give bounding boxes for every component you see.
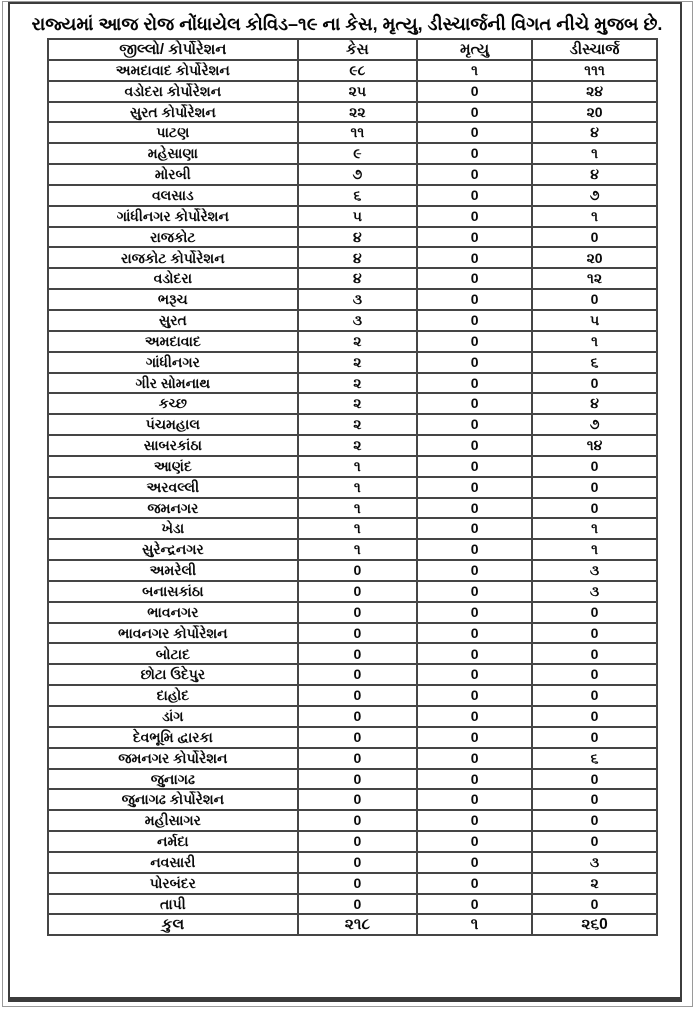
deaths-cell: 0 — [417, 247, 532, 268]
district-cell: સુરેન્દ્રનગર — [48, 539, 298, 560]
discharged-cell: ૩ — [532, 581, 657, 602]
discharged-cell: 0 — [532, 685, 657, 706]
cases-cell: 0 — [298, 560, 417, 581]
table-row — [48, 727, 657, 748]
table-row — [48, 685, 657, 706]
table-row — [48, 894, 657, 915]
district-cell: ભરૂચ — [48, 289, 298, 310]
discharged-cell: 0 — [532, 643, 657, 664]
district-cell: સાબરકાંઠા — [48, 435, 298, 456]
district-cell: જુનાગઢ કોર્પોરેશન — [48, 789, 298, 810]
deaths-cell: 0 — [417, 623, 532, 644]
cases-cell: ૨ — [298, 331, 417, 352]
discharged-cell: ૬ — [532, 748, 657, 769]
table-row — [48, 164, 657, 185]
cases-cell: ૨૫ — [298, 81, 417, 102]
discharged-cell: 0 — [532, 769, 657, 790]
table-row — [48, 435, 657, 456]
cases-cell: ૭ — [298, 164, 417, 185]
district-cell: આણંદ — [48, 456, 298, 477]
district-cell: રાજકોટ — [48, 227, 298, 248]
table-row — [48, 268, 657, 289]
deaths-cell: 0 — [417, 873, 532, 894]
district-cell: છોટા ઉદેપુર — [48, 664, 298, 685]
deaths-cell: 0 — [417, 894, 532, 915]
cases-cell: ૯ — [298, 143, 417, 164]
cases-cell: 0 — [298, 581, 417, 602]
discharged-cell: 0 — [532, 831, 657, 852]
cases-cell: ૪ — [298, 227, 417, 248]
discharged-cell: ૧ — [532, 206, 657, 227]
cases-cell: ૨૨ — [298, 102, 417, 123]
deaths-cell: 0 — [417, 102, 532, 123]
discharged-cell: 0 — [532, 602, 657, 623]
deaths-cell: 0 — [417, 414, 532, 435]
deaths-cell: 0 — [417, 331, 532, 352]
cases-cell: 0 — [298, 831, 417, 852]
discharged-cell: ૨0 — [532, 247, 657, 268]
deaths-cell: 0 — [417, 727, 532, 748]
header-district: જીલ્લો/ કોર્પોરેશન — [48, 39, 298, 60]
cases-cell: 0 — [298, 727, 417, 748]
deaths-cell: 0 — [417, 227, 532, 248]
cases-cell: ૬ — [298, 185, 417, 206]
deaths-cell: 0 — [417, 164, 532, 185]
district-cell: ગીર સોમનાથ — [48, 373, 298, 394]
discharged-cell: ૧ — [532, 539, 657, 560]
discharged-cell: 0 — [532, 498, 657, 519]
discharged-cell: 0 — [532, 623, 657, 644]
header-discharged: ડીસ્ચાર્જ — [532, 39, 657, 60]
deaths-cell: 0 — [417, 643, 532, 664]
district-cell: વડોદરા કોર્પોરેશન — [48, 81, 298, 102]
table-row — [48, 581, 657, 602]
table-row — [48, 810, 657, 831]
table-row — [48, 852, 657, 873]
cases-cell: ૨ — [298, 435, 417, 456]
deaths-cell: 0 — [417, 602, 532, 623]
cases-cell: 0 — [298, 706, 417, 727]
cases-cell: ૧ — [298, 498, 417, 519]
table-row — [48, 477, 657, 498]
district-cell: દેવભૂમિ દ્વારકા — [48, 727, 298, 748]
table-row — [48, 102, 657, 123]
table-row — [48, 81, 657, 102]
discharged-cell: 0 — [532, 477, 657, 498]
cases-cell: ૯૮ — [298, 60, 417, 81]
covid-table-container — [47, 38, 658, 936]
cases-cell: ૩ — [298, 289, 417, 310]
deaths-cell: 0 — [417, 185, 532, 206]
deaths-cell: 0 — [417, 352, 532, 373]
district-cell: ભાવનગર કોર્પોરેશન — [48, 623, 298, 644]
district-cell: ગાંધીનગર — [48, 352, 298, 373]
district-cell: રાજકોટ કોર્પોરેશન — [48, 247, 298, 268]
cases-cell: ૧ — [298, 477, 417, 498]
deaths-cell: 0 — [417, 810, 532, 831]
cases-cell: 0 — [298, 894, 417, 915]
table-row — [48, 122, 657, 143]
deaths-cell: 0 — [417, 581, 532, 602]
discharged-cell: ૧ — [532, 518, 657, 539]
deaths-cell: 0 — [417, 456, 532, 477]
deaths-cell: 0 — [417, 518, 532, 539]
discharged-cell: ૧૨ — [532, 268, 657, 289]
discharged-cell: 0 — [532, 894, 657, 915]
cases-cell: 0 — [298, 664, 417, 685]
table-row — [48, 310, 657, 331]
discharged-cell: ૧ — [532, 143, 657, 164]
district-cell: નર્મદા — [48, 831, 298, 852]
discharged-cell: 0 — [532, 810, 657, 831]
table-row — [48, 602, 657, 623]
cases-cell: ૧૧ — [298, 122, 417, 143]
district-cell: જુનાગઢ — [48, 769, 298, 790]
discharged-cell: ૧૪ — [532, 435, 657, 456]
discharged-cell: 0 — [532, 727, 657, 748]
deaths-cell: 0 — [417, 769, 532, 790]
district-cell: કુલ — [48, 914, 298, 935]
deaths-cell: 0 — [417, 435, 532, 456]
discharged-cell: 0 — [532, 706, 657, 727]
district-cell: ભાવનગર — [48, 602, 298, 623]
deaths-cell: 0 — [417, 789, 532, 810]
deaths-cell: 0 — [417, 498, 532, 519]
cases-cell: ૪ — [298, 247, 417, 268]
discharged-cell: ૪ — [532, 164, 657, 185]
cases-cell: ૧ — [298, 456, 417, 477]
table-row — [48, 769, 657, 790]
cases-cell: 0 — [298, 643, 417, 664]
district-cell: બનાસકાંઠા — [48, 581, 298, 602]
district-cell: સુરત કોર્પોરેશન — [48, 102, 298, 123]
deaths-cell: 0 — [417, 831, 532, 852]
table-row — [48, 206, 657, 227]
discharged-cell: ૪ — [532, 393, 657, 414]
district-cell: ડાંગ — [48, 706, 298, 727]
cases-cell: ૧ — [298, 518, 417, 539]
district-cell: વડોદરા — [48, 268, 298, 289]
table-row — [48, 623, 657, 644]
table-row — [48, 560, 657, 581]
district-cell: અમદાવાદ કોર્પોરેશન — [48, 60, 298, 81]
deaths-cell: 0 — [417, 748, 532, 769]
deaths-cell: 0 — [417, 206, 532, 227]
district-cell: પંચમહાલ — [48, 414, 298, 435]
discharged-cell: ૪ — [532, 122, 657, 143]
discharged-cell: 0 — [532, 289, 657, 310]
district-cell: અમરેલી — [48, 560, 298, 581]
district-cell: જમનગર — [48, 498, 298, 519]
discharged-cell: ૭ — [532, 185, 657, 206]
table-row — [48, 873, 657, 894]
table-row — [48, 60, 657, 81]
table-row — [48, 664, 657, 685]
table-row — [48, 539, 657, 560]
discharged-cell: ૧ — [532, 331, 657, 352]
cases-cell: 0 — [298, 810, 417, 831]
deaths-cell: 0 — [417, 143, 532, 164]
cases-cell: ૩ — [298, 310, 417, 331]
district-cell: અરવલ્લી — [48, 477, 298, 498]
cases-cell: 0 — [298, 769, 417, 790]
deaths-cell: 0 — [417, 539, 532, 560]
discharged-cell: 0 — [532, 664, 657, 685]
deaths-cell: ૧ — [417, 914, 532, 935]
district-cell: સુરત — [48, 310, 298, 331]
district-cell: નવસારી — [48, 852, 298, 873]
deaths-cell: 0 — [417, 664, 532, 685]
cases-cell: 0 — [298, 789, 417, 810]
district-cell: અમદાવાદ — [48, 331, 298, 352]
cases-cell: ૧ — [298, 539, 417, 560]
deaths-cell: 0 — [417, 477, 532, 498]
table-row — [48, 247, 657, 268]
discharged-cell: ૨0 — [532, 102, 657, 123]
cases-cell: 0 — [298, 873, 417, 894]
district-cell: જમનગર કોર્પોરેશન — [48, 748, 298, 769]
cases-cell: ૨ — [298, 373, 417, 394]
discharged-cell: ૨૬0 — [532, 914, 657, 935]
discharged-cell: 0 — [532, 373, 657, 394]
deaths-cell: 0 — [417, 122, 532, 143]
header-row — [48, 39, 657, 60]
district-cell: મહીસાગર — [48, 810, 298, 831]
cases-cell: ૪ — [298, 268, 417, 289]
table-row — [48, 331, 657, 352]
district-cell: મોરબી — [48, 164, 298, 185]
district-cell: બોટાદ — [48, 643, 298, 664]
deaths-cell: 0 — [417, 310, 532, 331]
deaths-cell: 0 — [417, 289, 532, 310]
cases-cell: 0 — [298, 748, 417, 769]
total-row — [48, 914, 657, 935]
discharged-cell: ૩ — [532, 852, 657, 873]
cases-cell: ૨ — [298, 393, 417, 414]
table-body — [48, 60, 657, 935]
cases-cell: 0 — [298, 852, 417, 873]
table-row — [48, 414, 657, 435]
table-header — [48, 39, 657, 60]
table-row — [48, 706, 657, 727]
table-row — [48, 143, 657, 164]
deaths-cell: 0 — [417, 852, 532, 873]
deaths-cell: 0 — [417, 393, 532, 414]
district-cell: કચ્છ — [48, 393, 298, 414]
deaths-cell: 0 — [417, 560, 532, 581]
cases-cell: ૫ — [298, 206, 417, 227]
table-row — [48, 185, 657, 206]
page-title: રાજ્યમાં આજ રોજ નોંધાયેલ કોવિડ–૧૯ ના કેસ, મૃત્યુ, ડીસ્ચાર્જની વિગત નીચે મુજબ છે. — [31, 14, 663, 34]
table-row — [48, 498, 657, 519]
discharged-cell: ૨ — [532, 873, 657, 894]
table-row — [48, 831, 657, 852]
header-deaths: મૃત્યુ — [417, 39, 532, 60]
discharged-cell: 0 — [532, 227, 657, 248]
cases-cell: ૨ — [298, 352, 417, 373]
deaths-cell: 0 — [417, 81, 532, 102]
header-cases: કેસ — [298, 39, 417, 60]
table-row — [48, 393, 657, 414]
deaths-cell: 0 — [417, 373, 532, 394]
table-row — [48, 456, 657, 477]
cases-cell: ૨૧૮ — [298, 914, 417, 935]
cases-cell: 0 — [298, 602, 417, 623]
table-row — [48, 748, 657, 769]
table-row — [48, 352, 657, 373]
discharged-cell: ૫ — [532, 310, 657, 331]
table-row — [48, 789, 657, 810]
deaths-cell: 0 — [417, 706, 532, 727]
district-cell: વલસાડ — [48, 185, 298, 206]
district-cell: ગાંધીનગર કોર્પોરેશન — [48, 206, 298, 227]
discharged-cell: ૨૪ — [532, 81, 657, 102]
table-row — [48, 518, 657, 539]
discharged-cell: ૭ — [532, 414, 657, 435]
deaths-cell: 0 — [417, 685, 532, 706]
table-row — [48, 373, 657, 394]
cases-cell: 0 — [298, 685, 417, 706]
discharged-cell: 0 — [532, 456, 657, 477]
discharged-cell: ૩ — [532, 560, 657, 581]
district-cell: દાહોદ — [48, 685, 298, 706]
district-cell: પાટણ — [48, 122, 298, 143]
table-row — [48, 643, 657, 664]
district-cell: મહેસાણા — [48, 143, 298, 164]
discharged-cell: ૬ — [532, 352, 657, 373]
discharged-cell: 0 — [532, 789, 657, 810]
table-row — [48, 227, 657, 248]
cases-cell: 0 — [298, 623, 417, 644]
covid-table — [47, 38, 658, 936]
deaths-cell: ૧ — [417, 60, 532, 81]
deaths-cell: 0 — [417, 268, 532, 289]
table-row — [48, 289, 657, 310]
discharged-cell: ૧૧૧ — [532, 60, 657, 81]
cases-cell: ૨ — [298, 414, 417, 435]
district-cell: તાપી — [48, 894, 298, 915]
district-cell: પોરબંદર — [48, 873, 298, 894]
district-cell: ખેડા — [48, 518, 298, 539]
